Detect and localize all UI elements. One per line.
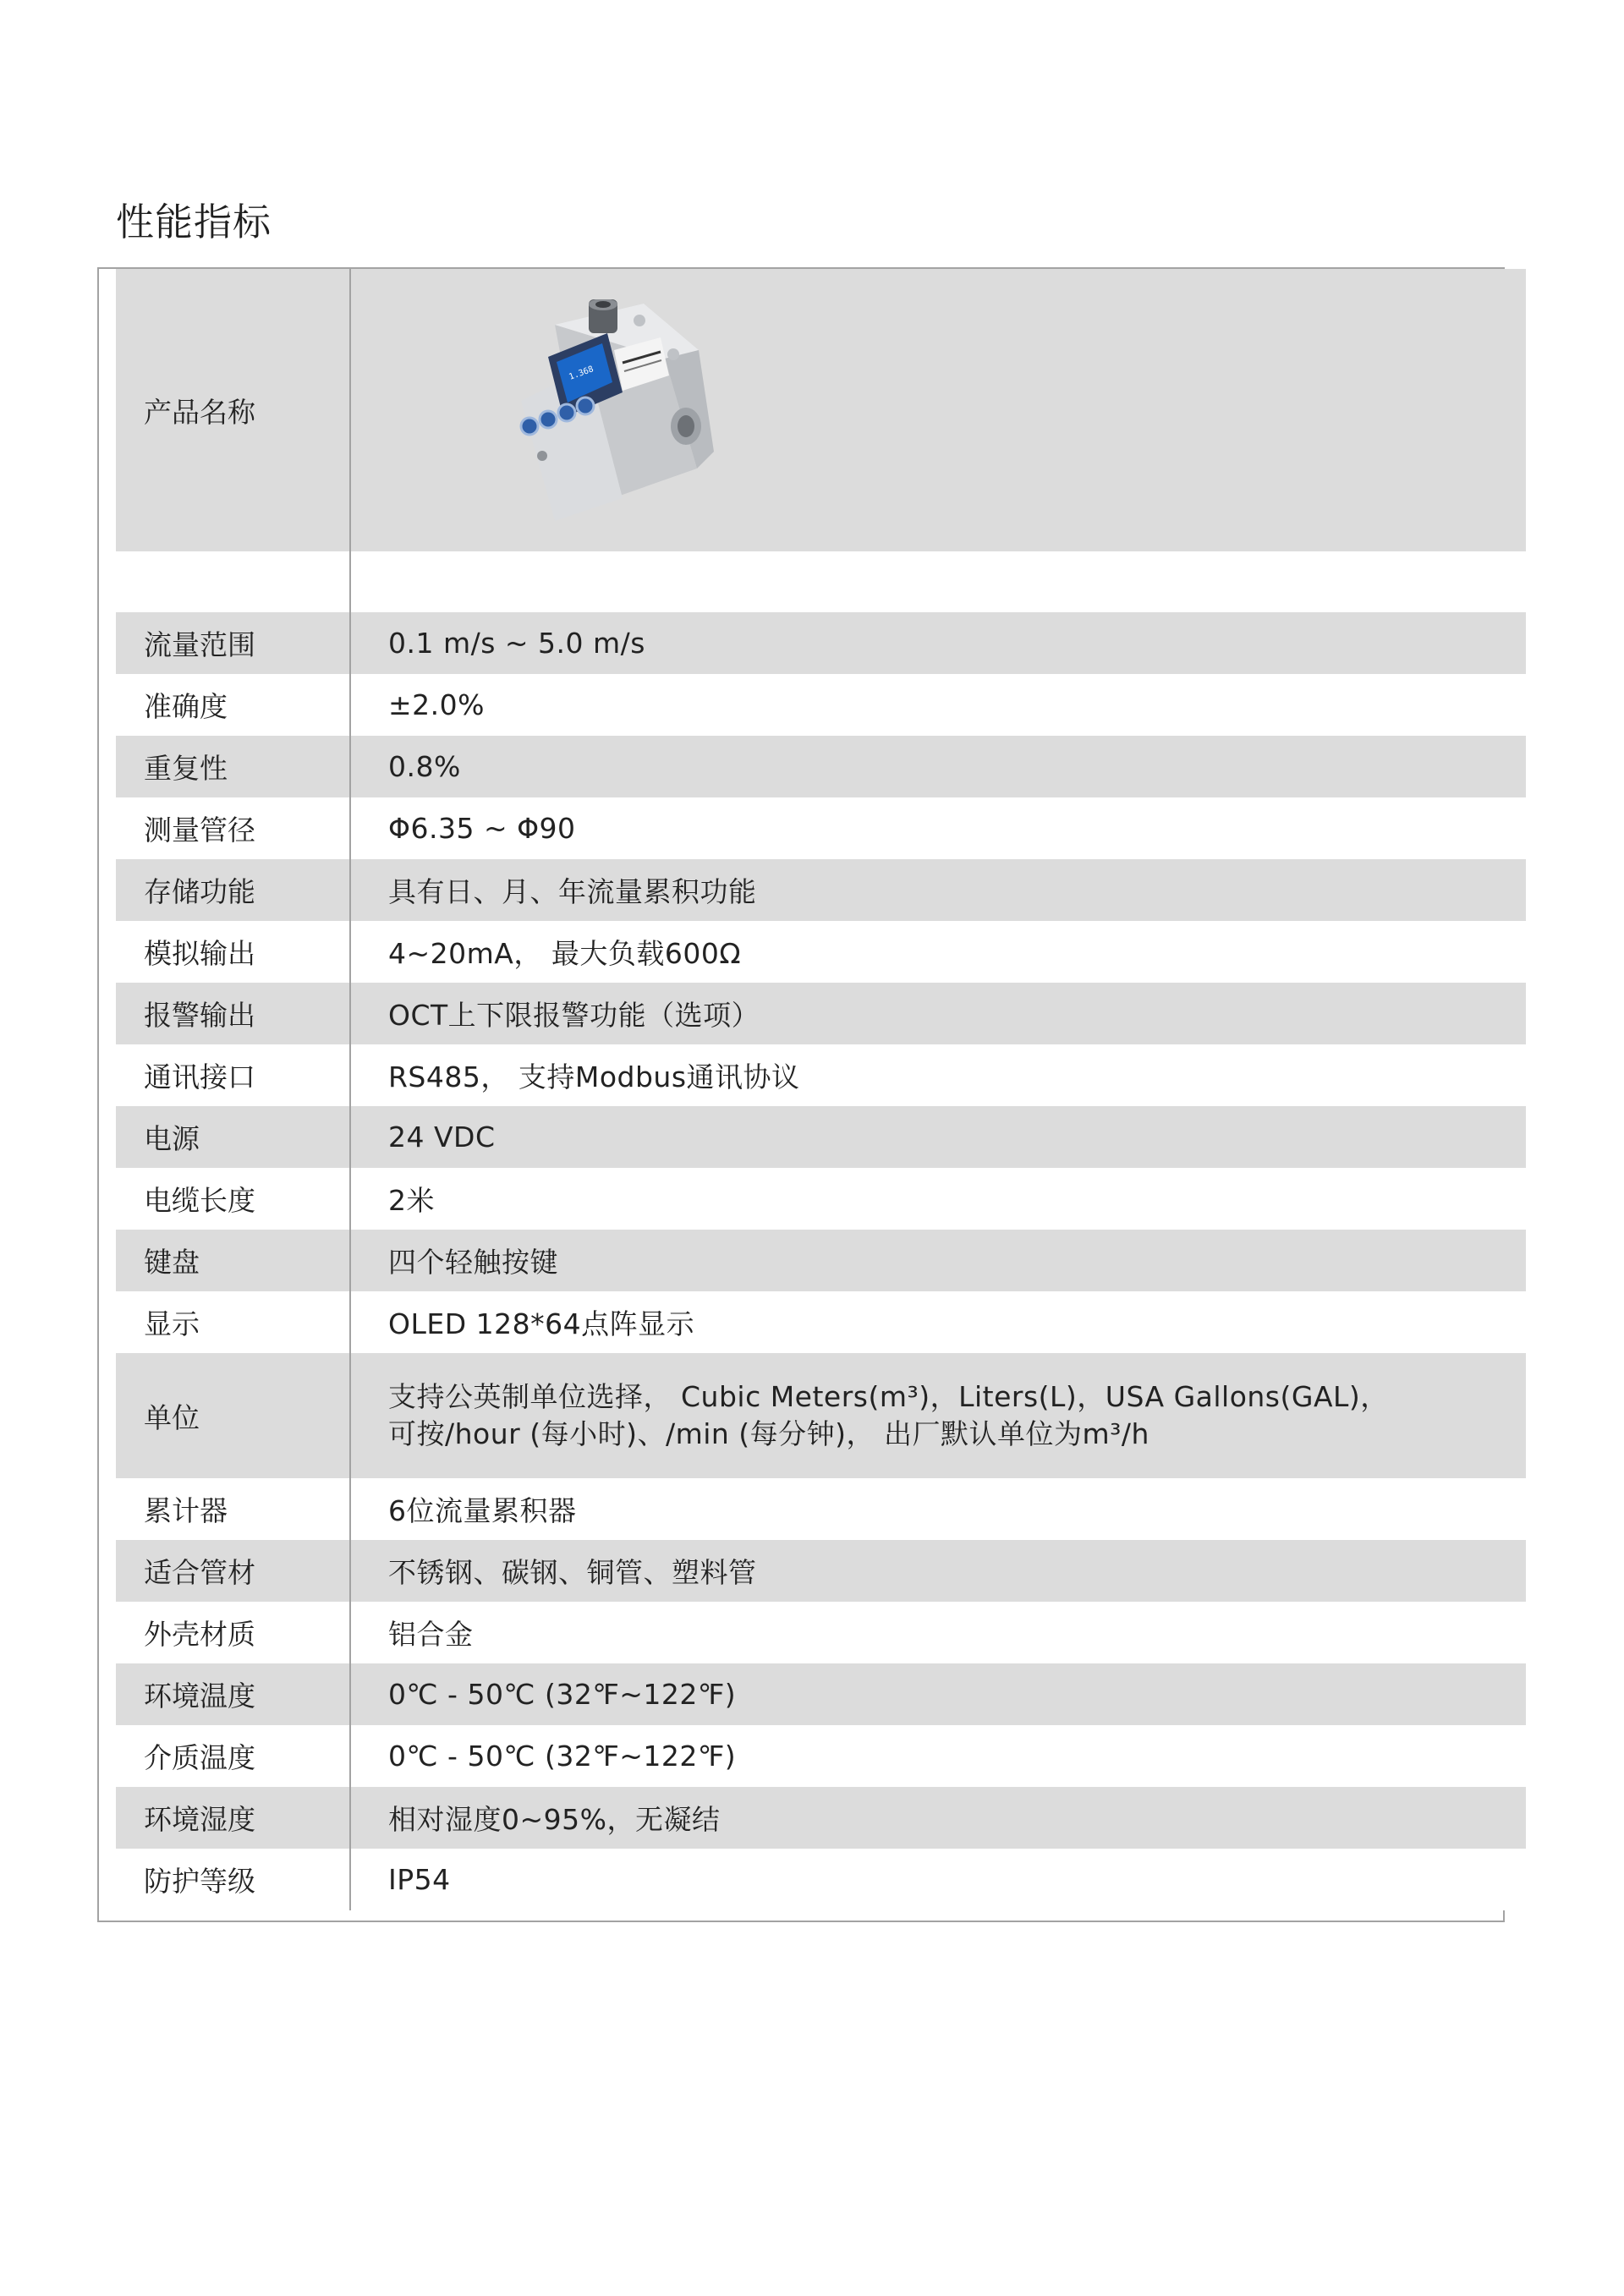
row-label: 环境湿度	[116, 1787, 351, 1849]
row-value: ±2.0%	[388, 688, 485, 721]
table-row	[116, 921, 1526, 983]
row-label: 准确度	[116, 674, 351, 736]
row-value: 0℃ - 50℃ (32℉~122℉)	[388, 1678, 737, 1711]
table-row	[116, 1663, 1526, 1725]
row-label: 环境温度	[116, 1663, 351, 1725]
row-label: 防护等级	[116, 1849, 351, 1910]
table-row	[116, 1725, 1526, 1787]
row-value: IP54	[388, 1863, 451, 1896]
row-label: 适合管材	[116, 1540, 351, 1602]
row-label: 电源	[116, 1106, 351, 1168]
table-row	[116, 1106, 1526, 1168]
svg-text:1.368: 1.368	[568, 364, 595, 382]
row-value-line-1: 支持公英制单位选择， Cubic Meters(m³)，Liters(L)，USA Gallons(GAL)，	[388, 1380, 1389, 1413]
row-value: Φ6.35 ~ Φ90	[388, 812, 576, 845]
table-row	[116, 1044, 1526, 1106]
table-row	[116, 1168, 1526, 1230]
row-value: 0℃ - 50℃ (32℉~122℉)	[388, 1740, 737, 1773]
table-row	[116, 1787, 1526, 1849]
row-value: 四个轻触按键	[388, 1246, 558, 1279]
row-label: 存储功能	[116, 859, 351, 921]
table-row-product	[116, 269, 1526, 551]
table-spacer-row	[116, 551, 1526, 612]
table-row	[116, 1540, 1526, 1602]
table-row	[116, 1230, 1526, 1291]
row-label: 产品名称	[116, 269, 351, 551]
row-value	[351, 1353, 1526, 1478]
row-value: 4~20mA， 最大负载600Ω	[388, 937, 742, 970]
table-row	[116, 674, 1526, 736]
row-label: 显示	[116, 1291, 351, 1353]
table-row	[116, 859, 1526, 921]
table-row	[116, 1602, 1526, 1663]
table-row	[116, 1478, 1526, 1540]
row-value: 不锈钢、碳钢、铜管、塑料管	[388, 1556, 757, 1589]
row-label: 电缆长度	[116, 1168, 351, 1230]
row-value: OCT上下限报警功能（选项）	[388, 999, 760, 1032]
table-row	[116, 736, 1526, 797]
table-row	[116, 1291, 1526, 1353]
row-label: 外壳材质	[116, 1602, 351, 1663]
row-label: 重复性	[116, 736, 351, 797]
table-row	[116, 983, 1526, 1044]
row-label: 模拟输出	[116, 921, 351, 983]
row-label: 流量范围	[116, 612, 351, 674]
row-label: 累计器	[116, 1478, 351, 1540]
row-value-empty	[351, 551, 1526, 612]
row-value: RS485， 支持Modbus通讯协议	[388, 1060, 800, 1093]
row-value-line-2: 可按/hour (每小时)、/min (每分钟)， 出厂默认单位为m³/h	[388, 1417, 1149, 1450]
row-label: 介质温度	[116, 1725, 351, 1787]
row-label-empty	[116, 551, 351, 612]
row-label: 键盘	[116, 1230, 351, 1291]
row-value: 铝合金	[388, 1618, 474, 1651]
row-value: 0.8%	[388, 750, 461, 783]
table-row	[116, 1849, 1526, 1910]
row-value: 0.1 m/s ~ 5.0 m/s	[388, 627, 645, 660]
row-value: OLED 128*64点阵显示	[388, 1307, 695, 1340]
row-label: 通讯接口	[116, 1044, 351, 1106]
spec-table	[116, 269, 1526, 1910]
row-value: 具有日、月、年流量累积功能	[388, 875, 757, 908]
row-value: 相对湿度0~95%，无凝结	[388, 1803, 721, 1836]
page-title: 性能指标	[116, 200, 272, 244]
flowmeter-device-icon	[496, 299, 717, 521]
row-label: 单位	[116, 1353, 351, 1478]
row-value: 24 VDC	[388, 1121, 496, 1153]
row-value: 6位流量累积器	[388, 1494, 577, 1527]
table-row	[116, 612, 1526, 674]
row-label: 报警输出	[116, 983, 351, 1044]
row-label: 测量管径	[116, 797, 351, 859]
row-value: 2米	[388, 1184, 435, 1217]
table-row	[116, 1353, 1526, 1478]
table-row	[116, 797, 1526, 859]
